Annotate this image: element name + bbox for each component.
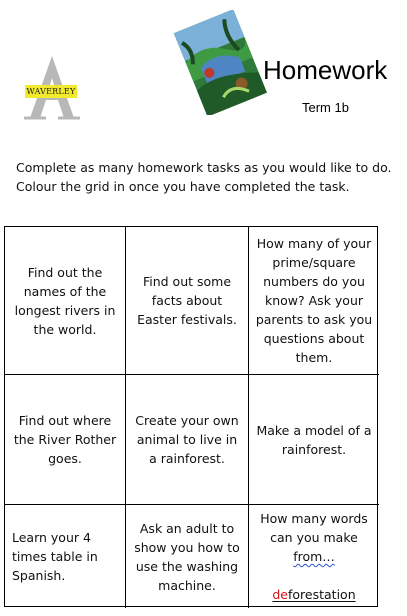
- homework-grid: [4, 226, 378, 607]
- task-cell: [5, 375, 126, 505]
- task-text: How many of your prime/square numbers do you know? Ask your parents to ask you questions about them.: [255, 236, 373, 365]
- instructions-line-1: Complete as many homework tasks as you would like to do.: [16, 160, 392, 175]
- target-word-prefix: de: [272, 587, 288, 602]
- task-cell: [249, 505, 379, 608]
- target-word-rest: forestation: [288, 587, 356, 602]
- task-cell: [5, 505, 126, 608]
- instructions: [16, 158, 401, 196]
- school-name-banner: [25, 85, 77, 98]
- task-text: Find out where the River Rother goes.: [13, 413, 117, 466]
- task-cell: [126, 375, 249, 505]
- word-challenge-line-1: How many words: [260, 511, 368, 526]
- task-text: Learn your 4 times table in Spanish.: [12, 530, 98, 583]
- task-cell: [126, 227, 249, 375]
- task-cell: [249, 227, 379, 375]
- target-word: [272, 585, 355, 604]
- term-label: Term 1b: [302, 100, 349, 115]
- task-cell: [5, 227, 126, 375]
- task-cell: [126, 505, 249, 608]
- task-text: Make a model of a rainforest.: [256, 422, 372, 457]
- rainforest-cover-image: [170, 10, 270, 115]
- word-challenge-line-3: from…: [293, 549, 335, 564]
- task-cell: [249, 375, 379, 505]
- page-title: Homework: [263, 55, 388, 85]
- word-challenge-line-2: can you make: [270, 530, 358, 545]
- instructions-line-2: Colour the grid in once you have completed the task.: [16, 179, 350, 194]
- task-text: Ask an adult to show you how to use the washing machine.: [134, 520, 240, 593]
- task-text: Find out some facts about Easter festivals.: [137, 274, 237, 327]
- task-text: Create your own animal to live in a rainforest.: [135, 413, 239, 466]
- word-challenge: [260, 509, 368, 604]
- task-text: Find out the names of the longest rivers in the world.: [14, 264, 116, 337]
- school-name: WAVERLEY: [26, 87, 76, 96]
